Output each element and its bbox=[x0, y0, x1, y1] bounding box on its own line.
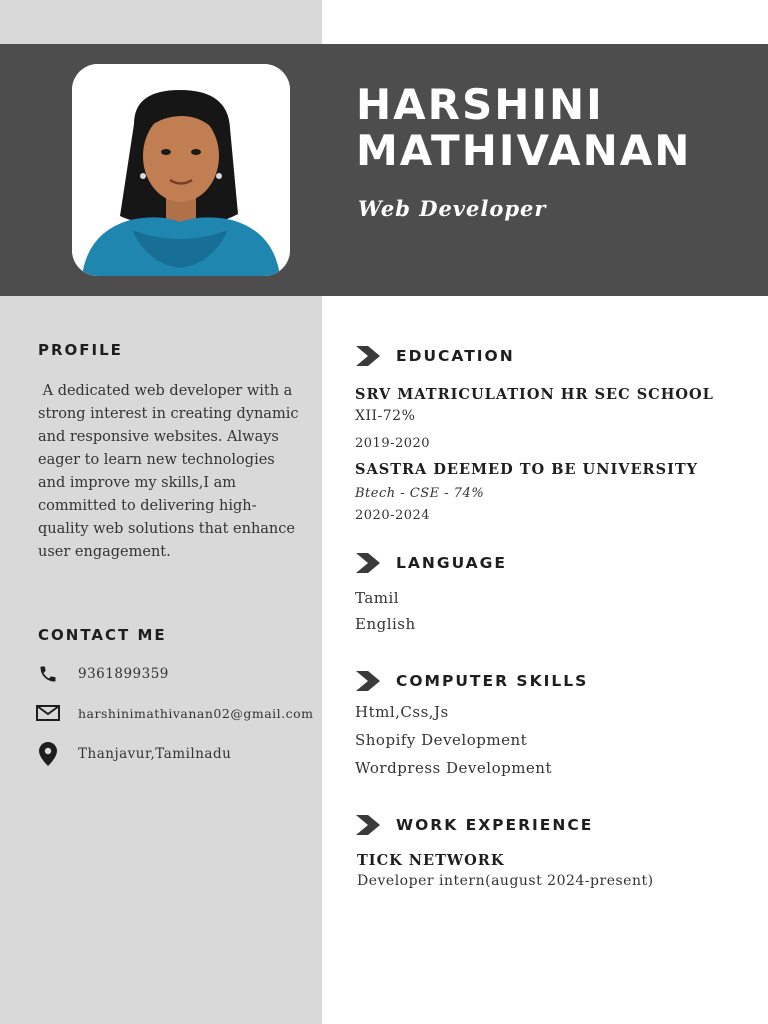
education-detail-1: XII-72% bbox=[355, 408, 416, 424]
job-title: Web Developer bbox=[358, 196, 547, 221]
education-years-1: 2019-2020 bbox=[355, 436, 431, 451]
mail-icon bbox=[36, 703, 60, 723]
contact-email-row bbox=[36, 703, 314, 723]
profile-photo bbox=[72, 64, 290, 276]
contact-phone: 9361899359 bbox=[78, 666, 169, 682]
profile-summary: A dedicated web developer with a strong interest in creating dynamic and responsive websites. Always eager to learn new technologies and improve my skills,I am committed to delivering high-quality web solutions that enhance user engagement. bbox=[38, 383, 304, 560]
education-years-2: 2020-2024 bbox=[355, 508, 431, 523]
contact-phone-row bbox=[36, 664, 169, 684]
contact-location-row bbox=[36, 744, 231, 764]
experience-heading-row bbox=[356, 815, 593, 835]
contact-heading: CONTACT ME bbox=[38, 626, 167, 644]
chevron-right-icon bbox=[356, 815, 382, 835]
experience-role: Developer intern(august 2024-present) bbox=[357, 873, 654, 889]
profile-heading: PROFILE bbox=[38, 341, 123, 359]
experience-heading: WORK EXPERIENCE bbox=[396, 816, 594, 834]
education-institution-1: SRV MATRICULATION HR SEC SCHOOL bbox=[355, 386, 714, 403]
skill-item: Html,Css,Js bbox=[355, 703, 449, 721]
chevron-right-icon bbox=[356, 553, 382, 573]
location-pin-icon bbox=[36, 744, 60, 764]
experience-company: TICK NETWORK bbox=[357, 852, 505, 869]
phone-icon bbox=[36, 664, 60, 684]
contact-location: Thanjavur,Tamilnadu bbox=[78, 746, 232, 762]
name-first: HARSHINI bbox=[356, 80, 604, 129]
contact-email[interactable]: harshinimathivanan02@gmail.com bbox=[78, 705, 314, 721]
education-detail-2: Btech - CSE - 74% bbox=[355, 486, 485, 501]
skills-heading: COMPUTER SKILLS bbox=[396, 672, 589, 690]
education-heading-row bbox=[356, 346, 515, 366]
language-item: English bbox=[355, 615, 416, 633]
skills-heading-row bbox=[356, 671, 588, 691]
chevron-right-icon bbox=[356, 346, 382, 366]
language-heading: LANGUAGE bbox=[396, 554, 507, 572]
skill-item: Wordpress Development bbox=[355, 759, 552, 777]
candidate-name bbox=[356, 82, 691, 174]
skill-item: Shopify Development bbox=[355, 731, 528, 749]
education-heading: EDUCATION bbox=[396, 347, 515, 365]
chevron-right-icon bbox=[356, 671, 382, 691]
language-heading-row bbox=[356, 553, 507, 573]
education-institution-2: SASTRA DEEMED TO BE UNIVERSITY bbox=[355, 461, 698, 478]
language-item: Tamil bbox=[355, 589, 400, 607]
name-last: MATHIVANAN bbox=[356, 126, 692, 175]
